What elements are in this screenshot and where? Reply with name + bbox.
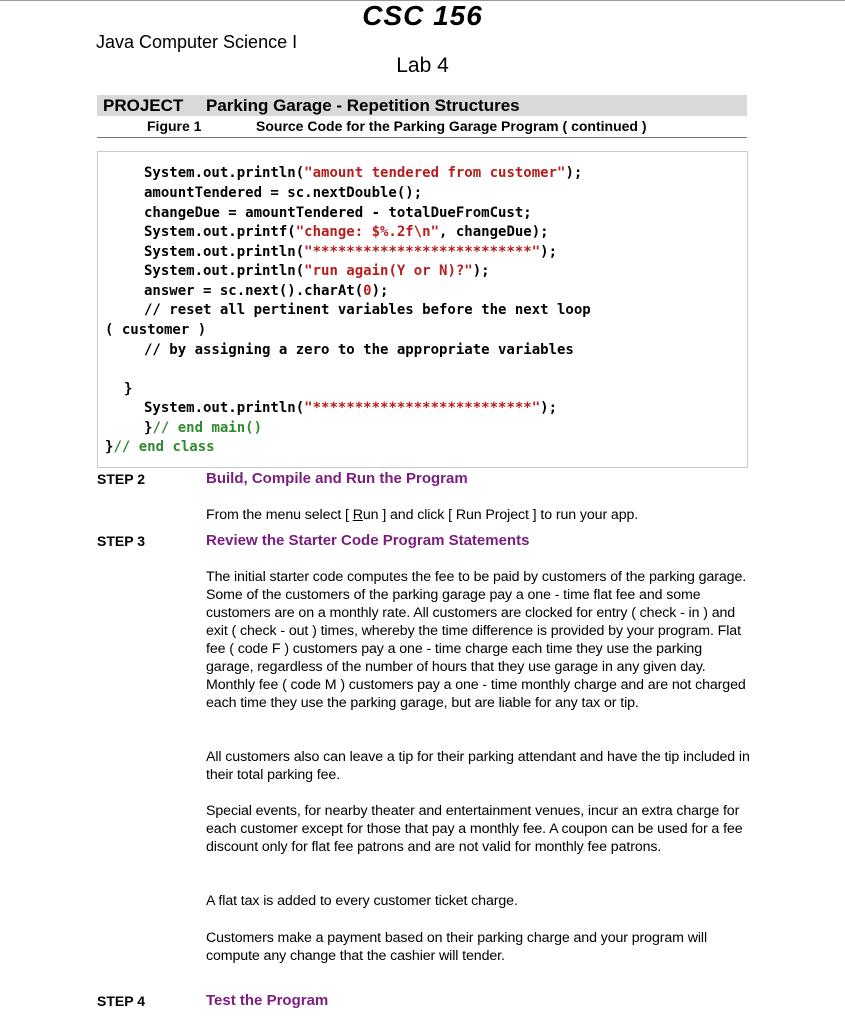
- step-3-paragraph-4: A flat tax is added to every customer ticket charge.: [206, 893, 518, 909]
- code-line: }// end main(): [144, 420, 263, 436]
- project-header-bar: [97, 95, 747, 116]
- figure-rule: [97, 137, 747, 138]
- code-comment: // by assigning a zero to the appropriate variables: [144, 342, 574, 358]
- code-line: changeDue = amountTendered - totalDueFromCust;: [144, 205, 532, 221]
- step-3-paragraph-3: Special events, for nearby theater and entertainment venues, incur an extra charge for each customer except for those that pay a monthly fee. A coupon can be used for a fee discount only for flat fee patrons and are not valid for monthly fee patrons.: [206, 803, 743, 855]
- lab-title: Lab 4: [396, 54, 449, 77]
- course-code: CSC 156: [362, 0, 483, 31]
- code-comment: // reset all pertinent variables before the next loop: [144, 302, 591, 318]
- step-2-title: Build, Compile and Run the Program: [206, 470, 468, 487]
- figure-caption: Source Code for the Parking Garage Program ( continued ): [256, 118, 647, 134]
- step-3-paragraph-2: All customers also can leave a tip for their parking attendant and have the tip included in their total parking fee.: [206, 749, 750, 783]
- code-line: System.out.println("amount tendered from customer");: [144, 165, 583, 181]
- code-line: System.out.println("**************************");: [144, 244, 558, 260]
- code-line: answer = sc.next().charAt(0);: [144, 283, 389, 299]
- project-label: PROJECT: [103, 96, 184, 115]
- step-2-instructions: From the menu select [ Run ] and click [ Run Project ] to run your app.: [206, 507, 639, 523]
- code-comment: ( customer ): [105, 322, 207, 338]
- code-line: System.out.println("**************************");: [144, 400, 558, 416]
- figure-label: Figure 1: [147, 118, 202, 134]
- course-name: Java Computer Science I: [96, 32, 298, 52]
- code-line: System.out.println("run again(Y or N)?");: [144, 263, 490, 279]
- step-3-paragraph-5: Customers make a payment based on their parking charge and your program will compute any change that the cashier will tender.: [206, 930, 708, 964]
- step-4-label: STEP 4: [97, 993, 145, 1009]
- step-3-title: Review the Starter Code Program Statements: [206, 532, 530, 549]
- step-2-label: STEP 2: [97, 471, 145, 487]
- code-line: }: [124, 381, 133, 397]
- code-line: amountTendered = sc.nextDouble();: [144, 185, 423, 201]
- step-3-label: STEP 3: [97, 533, 145, 549]
- step-3-paragraph-1: The initial starter code computes the fee to be paid by customers of the parking garage. Some of the customers of the parking garage pay a one - time flat fee and some customers are on a monthly rate. All customers are clocked for entry ( check - in ) and exit ( check - out ) times, whereby the time difference is provided by your program. Flat fee ( code F ) customers pay a one - time charge each time they use the parking garage, regardless of the number of hours that they use garage in any given day. Monthly fee ( code M ) customers pay a one - time monthly charge and are not charged each time they use the parking garage, but are liable for any tax or tip.: [206, 569, 747, 711]
- code-line: }// end class: [105, 439, 215, 455]
- code-line: System.out.printf("change: $%.2f\n", changeDue);: [144, 224, 549, 240]
- project-title: Parking Garage - Repetition Structures: [206, 96, 520, 115]
- step-4-title: Test the Program: [206, 992, 329, 1009]
- source-code-block: [97, 151, 748, 468]
